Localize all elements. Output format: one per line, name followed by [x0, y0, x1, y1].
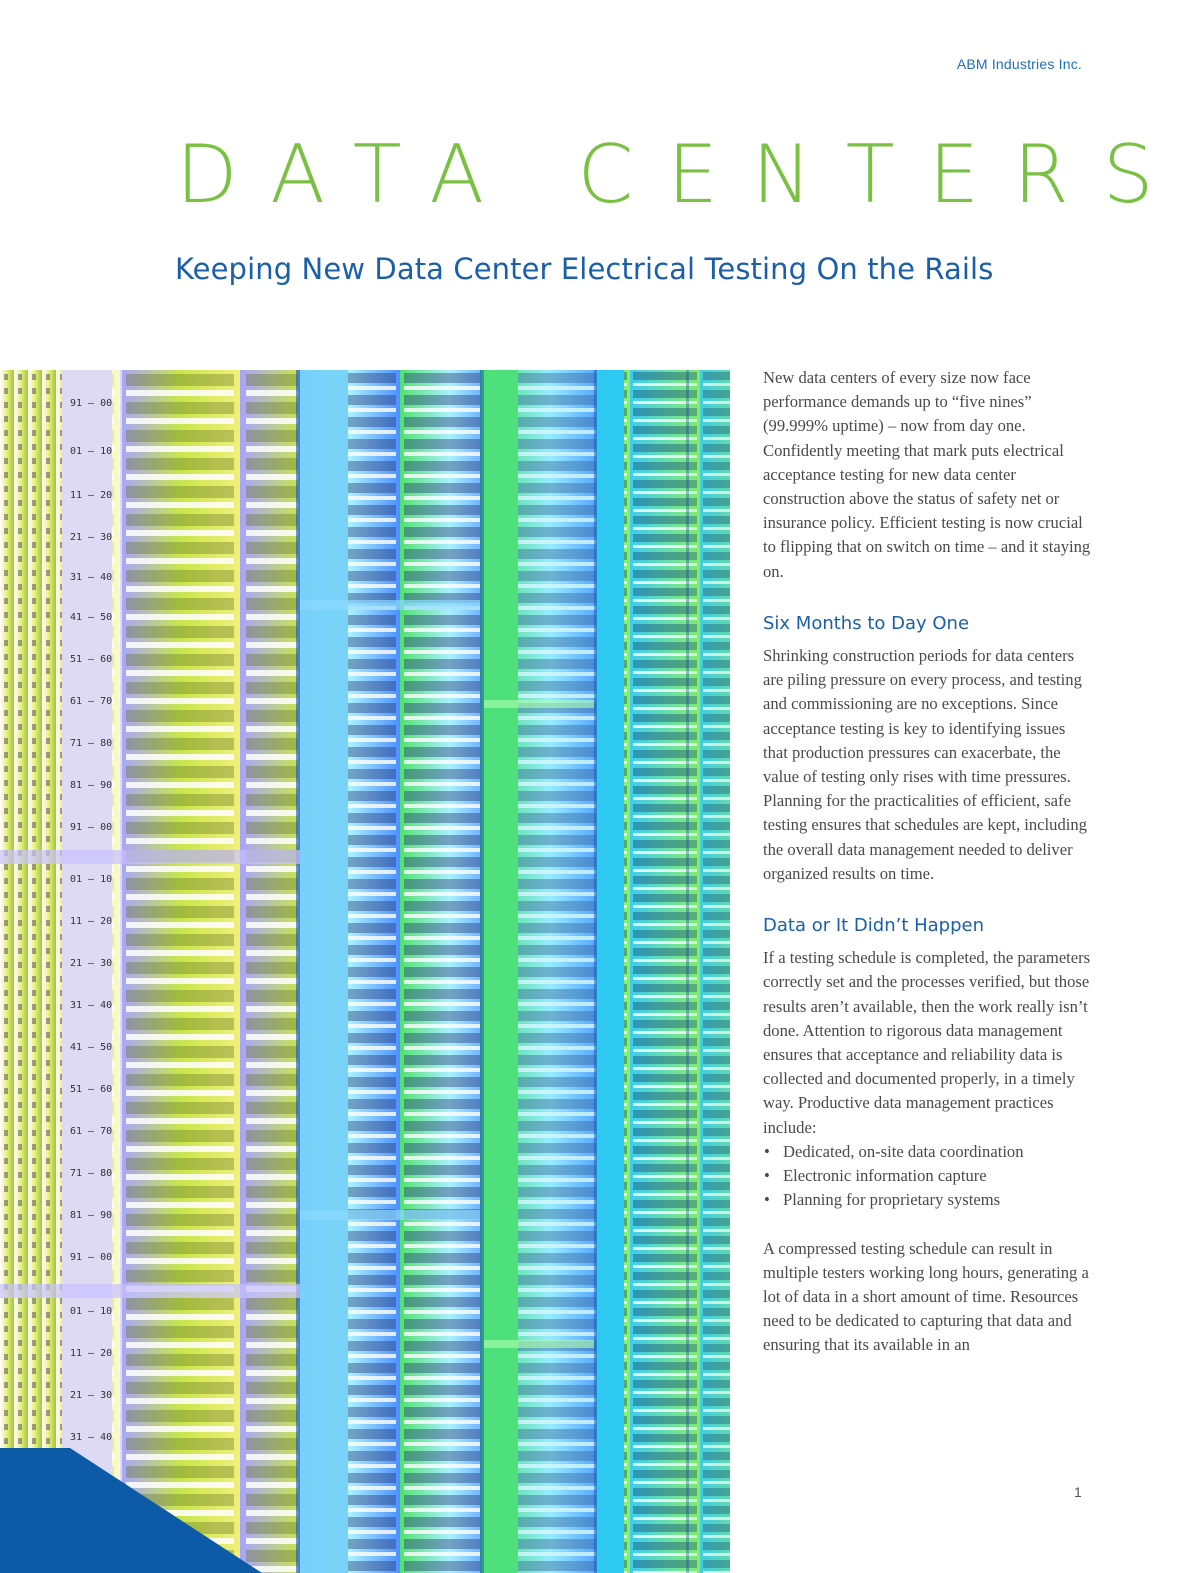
rack-label: 21 — 30: [70, 532, 113, 543]
rack-label: 41 — 50: [70, 1042, 113, 1053]
list-item: • Electronic information capture: [763, 1164, 1093, 1188]
page-subtitle: Keeping New Data Center Electrical Testing On the Rails: [175, 252, 994, 286]
section-paragraph: If a testing schedule is completed, the parameters correctly set and the processes verified, but those results aren’t available, then the work really isn’t done. Attention to rigorous data management ensures that acceptance and reliability data is collected and documented properly, in a timely way. Productive data management practices include:: [763, 948, 1091, 1137]
rack-label: 31 — 40: [70, 572, 113, 583]
rack-label: 91 — 00: [70, 822, 113, 833]
rack-label: 31 — 40: [70, 1000, 113, 1011]
rack-label: 11 — 20: [70, 916, 113, 927]
page-number: 1: [1074, 1484, 1082, 1500]
closing-paragraph: A compressed testing schedule can result in multiple testers working long hours, generating a lot of data in a short amount of time. Resources need to be dedicated to capturing that data and ensuring that its available in an: [763, 1238, 1089, 1355]
list-item: • Dedicated, on-site data coordination: [763, 1140, 1093, 1164]
rack-label: 21 — 30: [70, 958, 113, 969]
rack-label: 11 — 20: [70, 490, 113, 501]
page-title: DATA CENTERS: [176, 128, 1188, 221]
rack-label: 71 — 80: [70, 738, 113, 749]
rack-label: 01 — 10: [70, 874, 113, 885]
rack-label: 11 — 20: [70, 1348, 113, 1359]
section-heading-data: Data or It Didn’t Happen: [763, 915, 985, 937]
article-column: [763, 366, 1093, 1358]
rack-label: 21 — 30: [70, 1390, 113, 1401]
rack-label: 91 — 00: [70, 398, 113, 409]
rack-label: 31 — 40: [70, 1432, 113, 1443]
company-name: ABM Industries Inc.: [956, 56, 1082, 72]
intro-paragraph: New data centers of every size now face performance demands up to “five nines” (99.999% uptime) – now from day one. Confidently meeting that mark puts electrical acceptance testing for new data center construction above the status of safety net or insurance policy. Efficient testing is now crucial to flipping that on switch on time – and it staying on.: [763, 368, 1091, 581]
rack-label: 81 — 90: [70, 1210, 113, 1221]
rack-label: 71 — 80: [70, 1168, 113, 1179]
section-paragraph: Shrinking construction periods for data centers are piling pressure on every process, and testing and commissioning are no exceptions. Since acceptance testing is key to identifying issues that production pressures can exacerbate, the value of testing only rises with time pressures. Planning for the practicalities of efficient, safe testing ensures that schedules are kept, including the overall data management needed to deliver organized results on time.: [763, 646, 1087, 883]
list-item: • Planning for proprietary systems: [763, 1188, 1093, 1212]
rack-label: 61 — 70: [70, 1126, 113, 1137]
rack-label: 61 — 70: [70, 696, 113, 707]
bullet-list: [763, 1140, 1093, 1213]
section-heading-six-months: Six Months to Day One: [763, 612, 970, 634]
data-center-racks-photo: [0, 370, 730, 1573]
rack-label: 81 — 90: [70, 780, 113, 791]
rack-label: 91 — 00: [70, 1252, 113, 1263]
rack-label: 41 — 50: [70, 612, 113, 623]
rack-label: 01 — 10: [70, 1306, 113, 1317]
rack-label: 51 — 60: [70, 654, 113, 665]
rack-label: 51 — 60: [70, 1084, 113, 1095]
rack-label: 01 — 10: [70, 446, 113, 457]
